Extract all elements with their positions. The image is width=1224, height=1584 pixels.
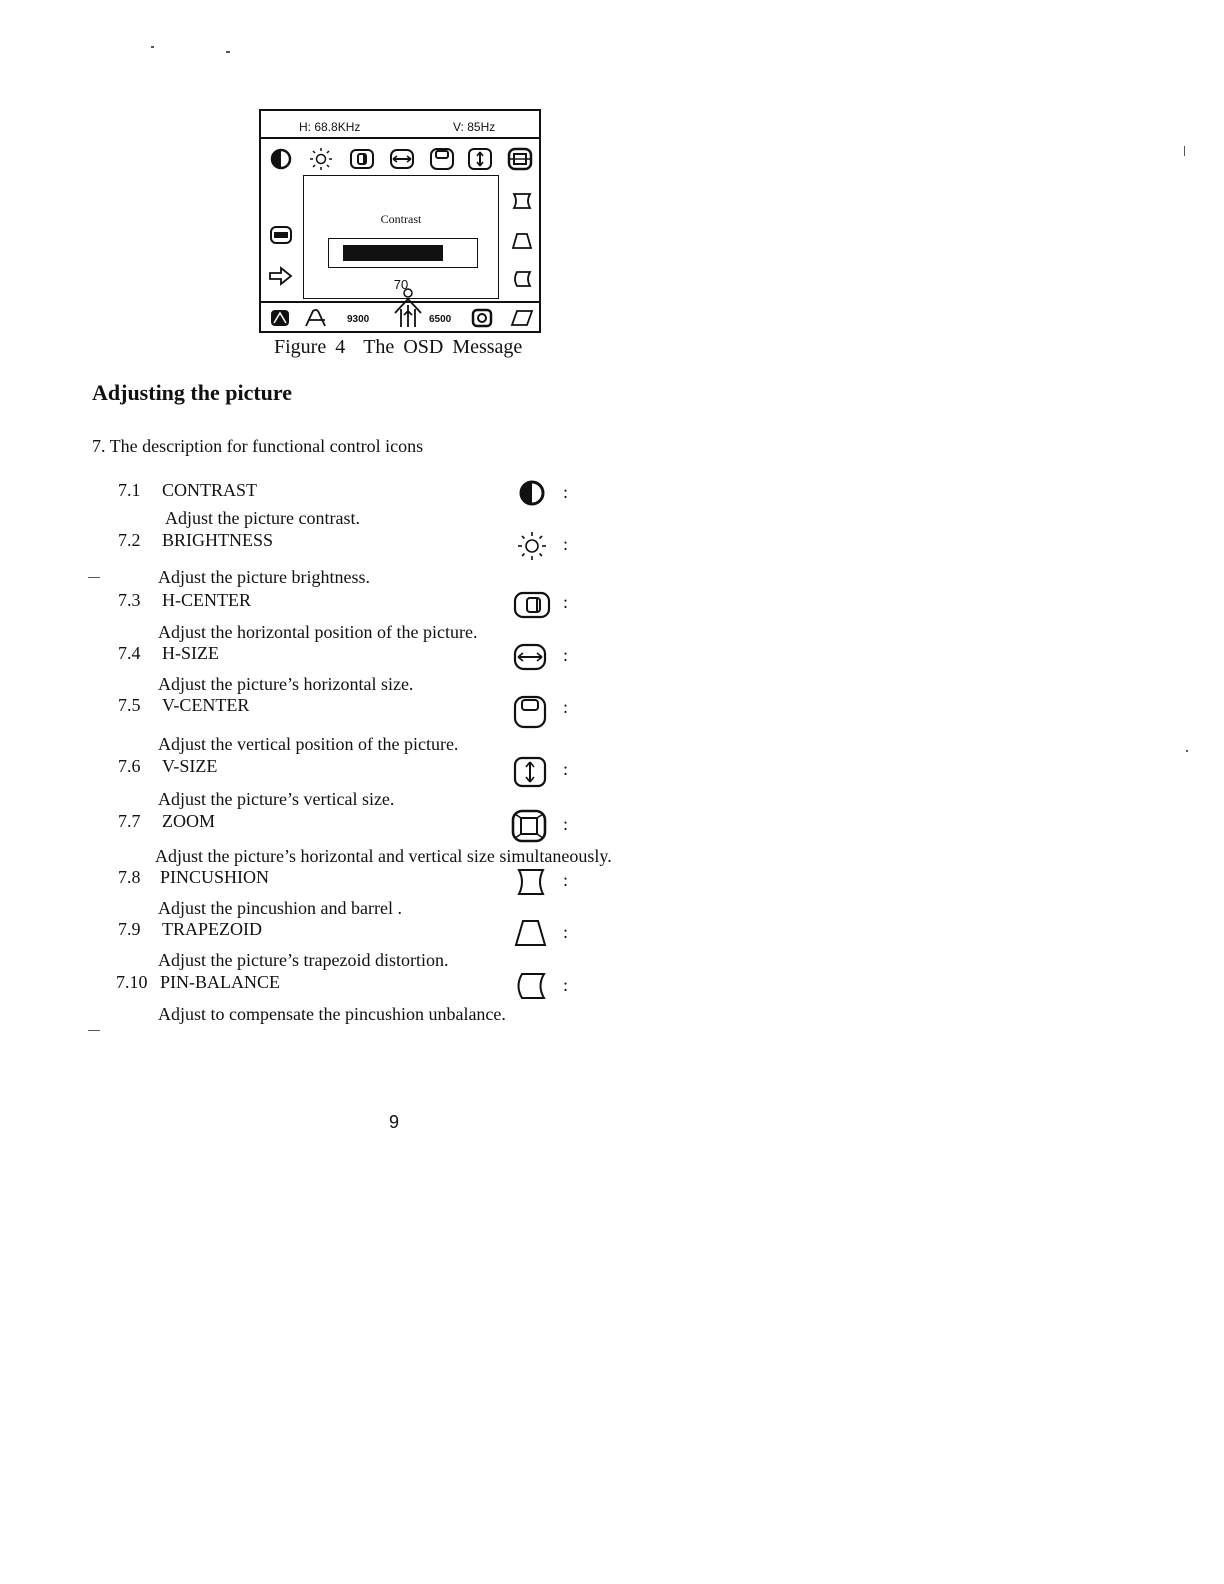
item-colon: :	[563, 759, 569, 779]
zoom-icon	[507, 147, 533, 171]
trapezoid-icon	[511, 231, 533, 251]
exit-icon	[269, 225, 293, 245]
item-name: V-SIZE	[162, 756, 218, 776]
section-heading: Adjusting the picture	[92, 380, 293, 405]
osd-selected-value: 70	[393, 277, 409, 292]
input-select-icon	[267, 265, 295, 287]
item-name: V-CENTER	[162, 695, 250, 715]
item-colon: :	[563, 870, 569, 890]
item-number: 7.8	[118, 867, 141, 887]
zoom-icon	[511, 808, 551, 844]
h-size-icon	[513, 642, 549, 672]
contrast-icon	[518, 478, 548, 508]
h-center-icon	[349, 147, 375, 171]
item-number: 7.7	[118, 811, 141, 831]
recall-icon	[471, 308, 493, 328]
item-colon: :	[563, 975, 569, 995]
scan-mark	[88, 577, 100, 578]
item-number: 7.9	[118, 919, 141, 939]
scan-mark	[226, 51, 230, 53]
figure-caption	[274, 336, 522, 359]
item-number: 7.5	[118, 695, 141, 715]
item-description: Adjust the pincushion and barrel .	[158, 898, 402, 918]
item-description: Adjust the picture contrast.	[165, 508, 360, 528]
item-name: H-CENTER	[162, 590, 251, 610]
item-number: 7.1	[118, 480, 141, 500]
osd-level-fill	[343, 245, 443, 261]
scan-mark	[1184, 146, 1185, 156]
osd-footer	[261, 301, 539, 333]
osd-preset-6500: 6500	[429, 314, 452, 325]
item-colon: :	[563, 814, 569, 834]
pin-balance-icon	[513, 970, 549, 1002]
scan-mark	[151, 46, 154, 48]
item-number: 7.10	[116, 972, 148, 992]
item-description: Adjust the vertical position of the picture.	[158, 734, 459, 754]
osd-figure	[259, 109, 541, 333]
item-name: ZOOM	[162, 811, 215, 831]
item-number: 7.4	[118, 643, 141, 663]
item-description: Adjust the picture’s horizontal size.	[158, 674, 414, 694]
item-name: PINCUSHION	[160, 867, 270, 887]
item-name: CONTRAST	[162, 480, 258, 500]
item-colon: :	[563, 592, 569, 612]
osd-preset-9300: 9300	[347, 314, 370, 325]
item-number: 7.6	[118, 756, 141, 776]
brightness-icon	[516, 530, 548, 562]
v-center-icon	[513, 694, 549, 730]
user-color-icon	[391, 287, 425, 331]
item-name: TRAPEZOID	[162, 919, 262, 939]
v-center-icon	[429, 147, 455, 171]
figure-title: The OSD Message	[363, 336, 523, 358]
pincushion-icon	[516, 866, 548, 898]
page-number: 9	[389, 1112, 400, 1132]
osd-header	[261, 111, 539, 139]
intro-line: 7. The description for functional control icons	[92, 436, 424, 456]
osd-adjust-panel	[303, 175, 499, 299]
contrast-icon	[269, 147, 293, 171]
osd-level-bar	[328, 238, 478, 268]
osd-h-frequency: H: 68.8KHz	[299, 120, 361, 134]
v-size-icon	[513, 755, 549, 789]
item-colon: :	[563, 482, 569, 502]
scan-mark	[1186, 750, 1188, 752]
h-center-icon	[513, 590, 553, 620]
item-description: Adjust the horizontal position of the picture.	[158, 622, 478, 642]
item-name: H-SIZE	[162, 643, 219, 663]
item-description: Adjust the picture brightness.	[158, 567, 370, 587]
figure-number: Figure 4	[274, 336, 346, 358]
scan-mark	[88, 1030, 100, 1031]
degauss-icon	[303, 307, 331, 329]
pincushion-icon	[511, 191, 533, 211]
item-description: Adjust to compensate the pincushion unbalance.	[158, 1004, 506, 1024]
trapezoid-icon	[514, 917, 548, 949]
item-number: 7.3	[118, 590, 141, 610]
osd-v-frequency: V: 85Hz	[453, 120, 496, 134]
color-icon	[269, 308, 291, 328]
item-description: Adjust the picture’s vertical size.	[158, 789, 395, 809]
item-description: Adjust the picture’s trapezoid distortion.	[158, 950, 449, 970]
item-name: PIN-BALANCE	[160, 972, 280, 992]
item-colon: :	[563, 697, 569, 717]
h-size-icon	[389, 147, 415, 171]
rotation-icon	[509, 308, 535, 328]
pin-balance-icon	[511, 269, 533, 289]
item-description: Adjust the picture’s horizontal and vertical size simultaneously.	[155, 846, 612, 866]
item-number: 7.2	[118, 530, 141, 550]
v-size-icon	[467, 147, 493, 171]
item-colon: :	[563, 534, 569, 554]
item-colon: :	[563, 922, 569, 942]
item-colon: :	[563, 645, 569, 665]
brightness-icon	[309, 147, 333, 171]
osd-selected-label: Contrast	[380, 212, 422, 226]
item-name: BRIGHTNESS	[162, 530, 274, 550]
